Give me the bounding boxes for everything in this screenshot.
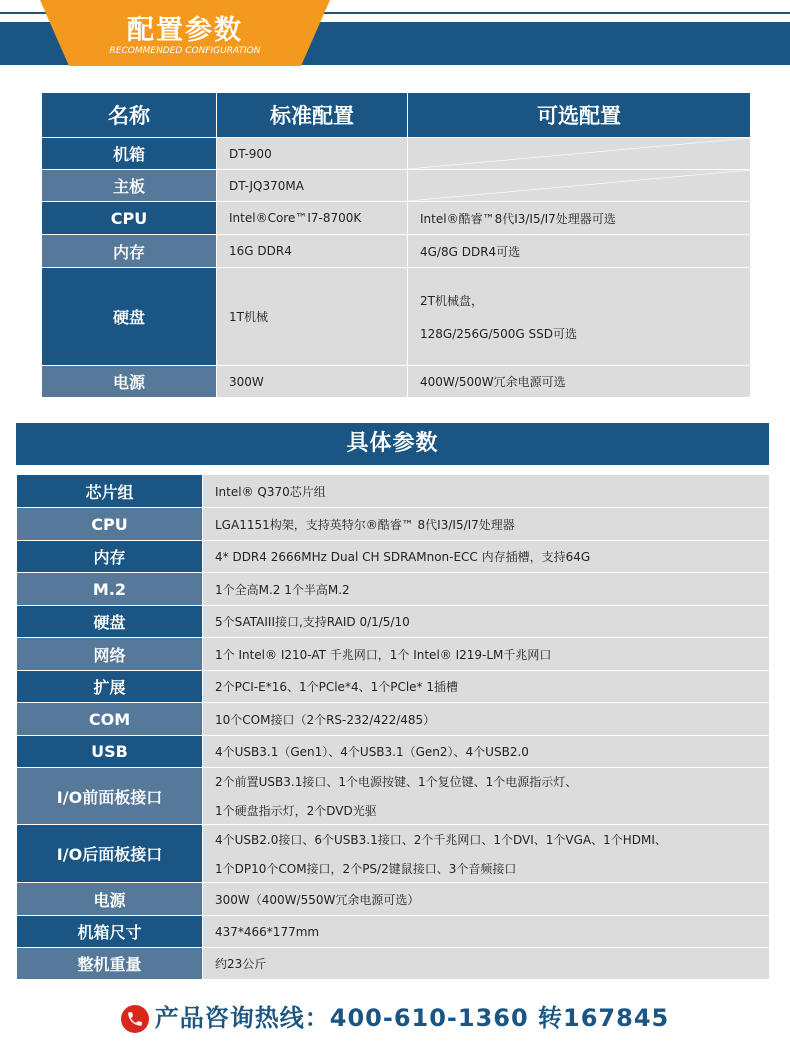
specs-row xyxy=(17,948,770,980)
config-row xyxy=(42,235,751,268)
section-banner xyxy=(0,0,790,70)
config-row-standard: 1T机械 xyxy=(217,268,408,366)
config-row-optional: 400W/500W冗余电源可选 xyxy=(408,366,751,398)
specs-row-name: I/O后面板接口 xyxy=(17,825,203,883)
specs-row-value: 4个USB3.1（Gen1）、4个USB3.1（Gen2）、4个USB2.0 xyxy=(203,736,770,768)
specs-row xyxy=(17,671,770,703)
specs-row-value: 437*466*177mm xyxy=(203,916,770,948)
specs-title: 具体参数 xyxy=(16,423,769,465)
specs-row-name: CPU xyxy=(17,508,203,541)
specs-row xyxy=(17,475,770,508)
config-table xyxy=(41,92,751,398)
specs-row-value: 5个SATAIII接口,支持RAID 0/1/5/10 xyxy=(203,606,770,638)
hotline-number: 400-610-1360 转167845 xyxy=(329,1004,670,1032)
specs-row-name: 芯片组 xyxy=(17,475,203,508)
specs-row xyxy=(17,883,770,916)
config-header-row xyxy=(42,93,751,138)
config-row-standard: 16G DDR4 xyxy=(217,235,408,268)
specs-row xyxy=(17,541,770,573)
specs-row-name: I/O前面板接口 xyxy=(17,768,203,825)
specs-row-value: 约23公斤 xyxy=(203,948,770,980)
config-row-name: 主板 xyxy=(42,170,217,202)
config-row-optional: 4G/8G DDR4可选 xyxy=(408,235,751,268)
config-row-name: CPU xyxy=(42,202,217,235)
specs-row xyxy=(17,638,770,671)
specs-row-value: LGA1151构架，支持英特尔®酷睿™ 8代I3/I5/I7处理器 xyxy=(203,508,770,541)
hotline-label: 产品咨询热线： xyxy=(154,1004,330,1032)
banner-subtitle: RECOMMENDED CONFIGURATION xyxy=(109,46,261,56)
specs-row-value: Intel® Q370芯片组 xyxy=(203,475,770,508)
config-row xyxy=(42,268,751,366)
config-row xyxy=(42,138,751,170)
specs-row-value xyxy=(203,768,770,825)
specs-row-name: 电源 xyxy=(17,883,203,916)
config-header-optional: 可选配置 xyxy=(408,93,751,138)
specs-row-value xyxy=(203,825,770,883)
config-row-standard: DT-JQ370MA xyxy=(217,170,408,202)
config-row xyxy=(42,366,751,398)
config-row-standard: Intel®Core™I7-8700K xyxy=(217,202,408,235)
config-row-optional xyxy=(408,268,751,366)
specs-row-value: 300W（400W/550W冗余电源可选） xyxy=(203,883,770,916)
config-row-standard: 300W xyxy=(217,366,408,398)
specs-row-value-line1: 4个USB2.0接口、6个USB3.1接口、2个千兆网口、1个DVI、1个VGA、1个HDMI、 xyxy=(215,832,667,847)
config-row-optional-line1: 2T机械盘， xyxy=(420,293,483,308)
specs-row-value: 1个全高M.2 1个半高M.2 xyxy=(203,573,770,606)
phone-icon xyxy=(121,1005,149,1033)
specs-row-value-line2: 1个DP10个COM接口，2个PS/2键鼠接口、3个音频接口 xyxy=(215,861,517,876)
specs-row xyxy=(17,916,770,948)
specs-row-name: COM xyxy=(17,703,203,736)
config-row xyxy=(42,170,751,202)
specs-row-name: 内存 xyxy=(17,541,203,573)
specs-row-value: 2个PCI-E*16、1个PCle*4、1个PCle* 1插槽 xyxy=(203,671,770,703)
specs-row-value-line1: 2个前置USB3.1接口、1个电源按键、1个复位键、1个电源指示灯、 xyxy=(215,775,578,789)
specs-row-value: 10个COM接口（2个RS-232/422/485） xyxy=(203,703,770,736)
specs-row xyxy=(17,768,770,825)
config-row xyxy=(42,202,751,235)
specs-row xyxy=(17,825,770,883)
config-row-optional-empty xyxy=(408,138,751,170)
specs-row xyxy=(17,606,770,638)
specs-row xyxy=(17,573,770,606)
specs-row-value-line2: 1个硬盘指示灯，2个DVD光驱 xyxy=(215,804,377,818)
config-row-optional: Intel®酷睿™8代I3/I5/I7处理器可选 xyxy=(408,202,751,235)
config-row-name: 内存 xyxy=(42,235,217,268)
hotline xyxy=(0,998,790,1033)
config-row-optional-empty xyxy=(408,170,751,202)
specs-row-value: 1个 Intel® I210-AT 千兆网口，1个 Intel® I219-LM千兆网口 xyxy=(203,638,770,671)
specs-table xyxy=(16,474,770,980)
config-row-name: 机箱 xyxy=(42,138,217,170)
config-header-name: 名称 xyxy=(42,93,217,138)
config-row-name: 硬盘 xyxy=(42,268,217,366)
specs-row xyxy=(17,508,770,541)
config-header-standard: 标准配置 xyxy=(217,93,408,138)
specs-row-name: 整机重量 xyxy=(17,948,203,980)
specs-row xyxy=(17,736,770,768)
config-row-name: 电源 xyxy=(42,366,217,398)
banner-title: 配置参数 xyxy=(127,15,243,46)
specs-row-name: 网络 xyxy=(17,638,203,671)
config-row-standard: DT-900 xyxy=(217,138,408,170)
specs-row-name: M.2 xyxy=(17,573,203,606)
specs-row-name: 扩展 xyxy=(17,671,203,703)
config-row-optional-line2: 128G/256G/500G SSD可选 xyxy=(420,326,577,341)
specs-row-name: 机箱尺寸 xyxy=(17,916,203,948)
specs-row-name: USB xyxy=(17,736,203,768)
specs-row xyxy=(17,703,770,736)
specs-row-value: 4* DDR4 2666MHz Dual CH SDRAMnon-ECC 内存插槽，支持64G xyxy=(203,541,770,573)
specs-row-name: 硬盘 xyxy=(17,606,203,638)
